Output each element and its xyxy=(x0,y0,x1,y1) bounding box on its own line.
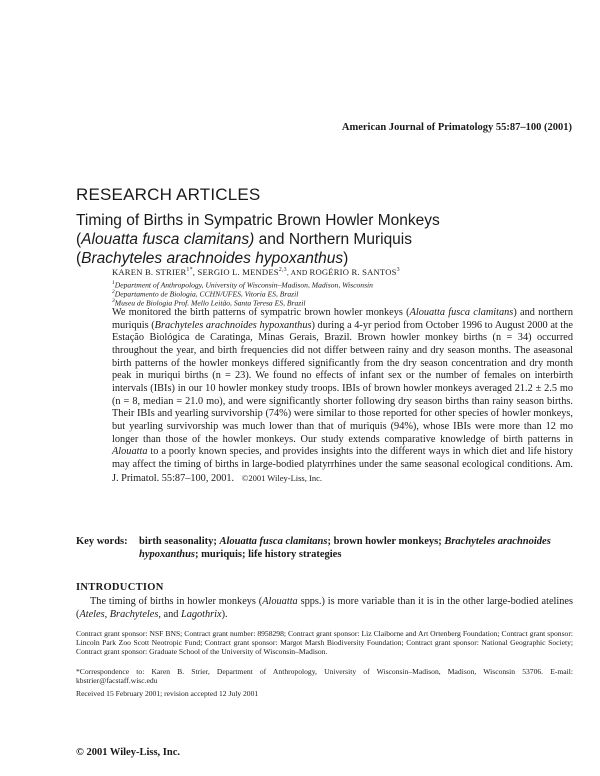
abstract-copyright: ©2001 Wiley-Liss, Inc. xyxy=(241,472,322,483)
footnote-correspondence: *Correspondence to: Karen B. Strier, Department of Anthropology, University of Wisconsin–Madison, Madison, Wisconsin 53706. E-mail: kbstrier@facstaff.wisc.edu xyxy=(76,667,573,686)
affiliation-3: $^3$Museu de Biologia Prof. Mello Leitão, Santa Teresa ES, Brazil xyxy=(112,298,306,308)
article-title xyxy=(76,211,546,268)
keywords: birth seasonality; Alouatta fusca clamitans; brown howler monkeys; Brachyteles arachnoides hypoxanthus; muriquis; life history strategies xyxy=(139,536,551,560)
footnote-received: Received 15 February 2001; revision accepted 12 July 2001 xyxy=(76,689,259,698)
section-heading: RESEARCH ARTICLES xyxy=(76,185,261,204)
title-line-3: (Brachyteles arachnoides hypoxanthus) xyxy=(76,250,349,267)
abstract: We monitored the birth patterns of sympatric brown howler monkeys (Alouatta fusca clamitans) and northern muriquis (Brachyteles arachnoides hypoxanthus) during a 4-yr period from October 1996 to August 2000 at the Estação Biológica de Caratinga, Minas Gerais, Brazil. Brown howler monkey births (n = 34) occurred throughout the year, and birth frequencies did not differ between rainy and dry season months. The aseasonal birth patterns of the howler monkeys differed significantly from the dry season concentration and dry month peak in muriqui births (n = 23). We found no effects of infant sex or the number of females on interbirth intervals (IBIs) in our 10 howler monkey study troops. IBIs of brown howler monkeys averaged 21.2 ± 2.5 mo (n = 8, median = 21.0 mo), and were significantly shorter following dry season births than rainy season births. Their IBIs and yearling survivorship (74%) were similar to those reported for other species of howler monkeys, but yearling survivorship was much lower than that of muriquis (94%), whose IBIs were more than 12 mo longer than those of the howler monkeys. Our study extends comparative knowledge of birth patterns in Alouatta to a poorly known species, and provides insights into the different ways in which diet and life history may affect the timing of births in large-bodied platyrrhines under the same seasonal ecological conditions. Am. J. Primatol. 55:87–100, 2001. ©2001 Wiley-Liss, Inc. xyxy=(112,307,573,484)
copyright: © 2001 Wiley-Liss, Inc. xyxy=(76,747,181,758)
title-line-2: (Alouatta fusca clamitans) and Northern Muriquis xyxy=(76,231,413,248)
author-list: KAREN B. $STRIER^{1*}$, SERGIO L. MENDES$^{2,3}$, AND ROGÉRIO R. SANTOS$^3$ xyxy=(112,267,400,277)
keywords-label: Key words: xyxy=(76,536,128,547)
affiliation-1: $^1$Department of Anthropology, University of Wisconsin–Madison, Madison, Wisconsin xyxy=(112,280,373,290)
introduction-heading: INTRODUCTION xyxy=(76,582,164,593)
title-line-1: Timing of Births in Sympatric Brown Howler Monkeys xyxy=(76,212,440,229)
affiliation-2: $^2$Departamento de Biologia, CCHN/UFES, Vitoria ES, Brazil xyxy=(112,289,299,299)
journal-header: American Journal of Primatology 55:87–100 (2001) xyxy=(341,122,572,133)
introduction-text: The timing of births in howler monkeys (Alouatta spps.) is more variable than it is in the other large-bodied atelines (Ateles, Brachyteles, and Lagothrix). xyxy=(76,596,573,620)
footnote-grants: Contract grant sponsor: NSF BNS; Contract grant number: 8958298; Contract grant sponsor: Liz Claiborne and Art Ortenberg Foundation; Contract grant sponsor: Lincoln Park Zoo Scott Neotropic Fund; Contract grant sponsor: Margot Marsh Biodiversity Foundation; Contract grant sponsor: National Geographic Society; Contract grant sponsor: Graduate School of the University of Wisconsin–Madison. xyxy=(76,629,573,657)
